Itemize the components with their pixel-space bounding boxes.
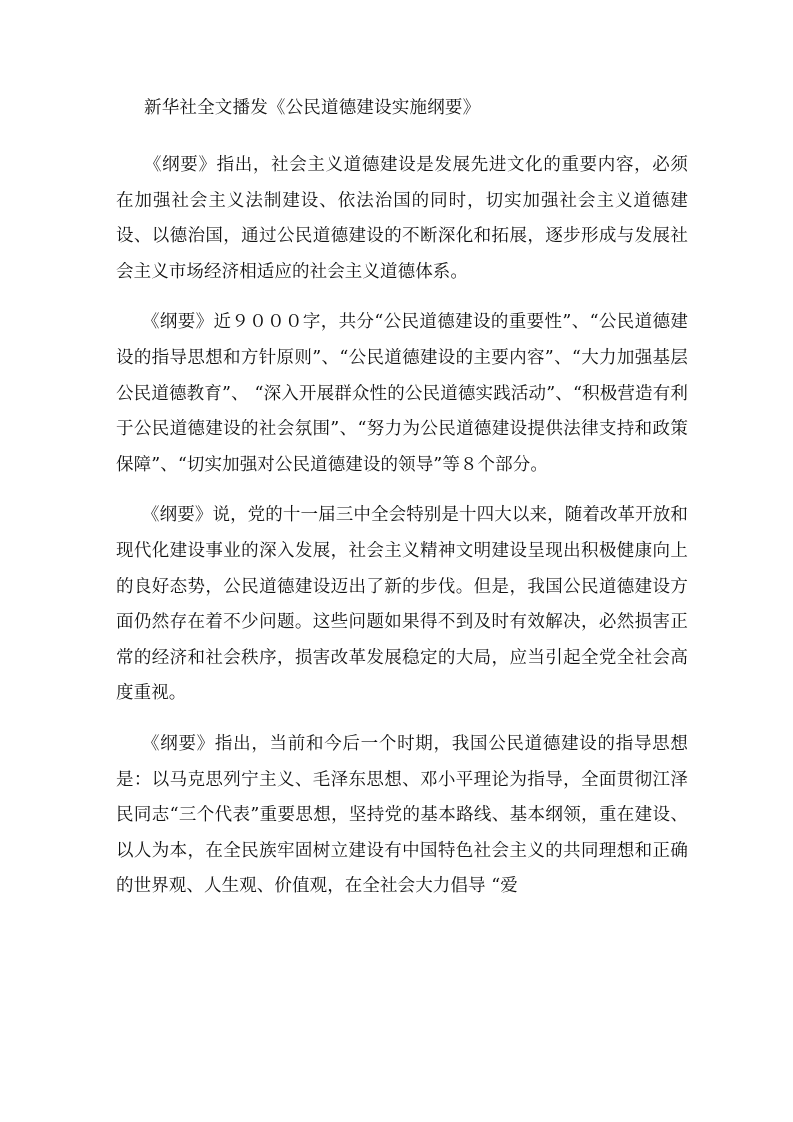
document-title: 新华社全文播发《公民道德建设实施纲要》 xyxy=(144,98,481,118)
paragraph-3: 《纲要》说，党的十一届三中全会特别是十四大以来，随着改革开放和现代化建设事业的深入发展，社会主义精神文明建设呈现出积极健康向上的良好态势，公民道德建设迈出了新的步伐。但是，我国公民道德建设方面仍然存在着不少问题。这些问题如果得不到及时有效解决，必然损害正常的经济和社会秩序，损害改革发展稳定的大局，应当引起全党全社会高度重视。 xyxy=(116,505,688,704)
paragraph-2: 《纲要》近９０００字，共分“公民道德建设的重要性”、“公民道德建设的指导思想和方针原则”、“公民道德建设的主要内容”、“大力加强基层公民道德教育”、 “深入开展群众性的公民道德实践活动”、“积极营造有利于公民道德建设的社会氛围”、“努力为公民道德建设提供法律支持和政策保障”、“切实加强对公民道德建设的领导”等８个部分。 xyxy=(116,312,688,475)
document-body xyxy=(116,148,688,920)
paragraph-1: 《纲要》指出，社会主义道德建设是发展先进文化的重要内容，必须在加强社会主义法制建设、依法治国的同时，切实加强社会主义道德建设、以德治国，通过公民道德建设的不断深化和拓展，逐步形成与发展社会主义市场经济相适应的社会主义道德体系。 xyxy=(116,155,688,282)
paragraph-4: 《纲要》指出，当前和今后一个时期，我国公民道德建设的指导思想是：以马克思列宁主义、毛泽东思想、邓小平理论为指导，全面贯彻江泽民同志“三个代表”重要思想，坚持党的基本路线、基本纲领，重在建设、以人为本，在全民族牢固树立建设有中国特色社会主义的共同理想和正确的世界观、人生观、价值观，在全社会大力倡导 “爱 xyxy=(116,733,688,897)
